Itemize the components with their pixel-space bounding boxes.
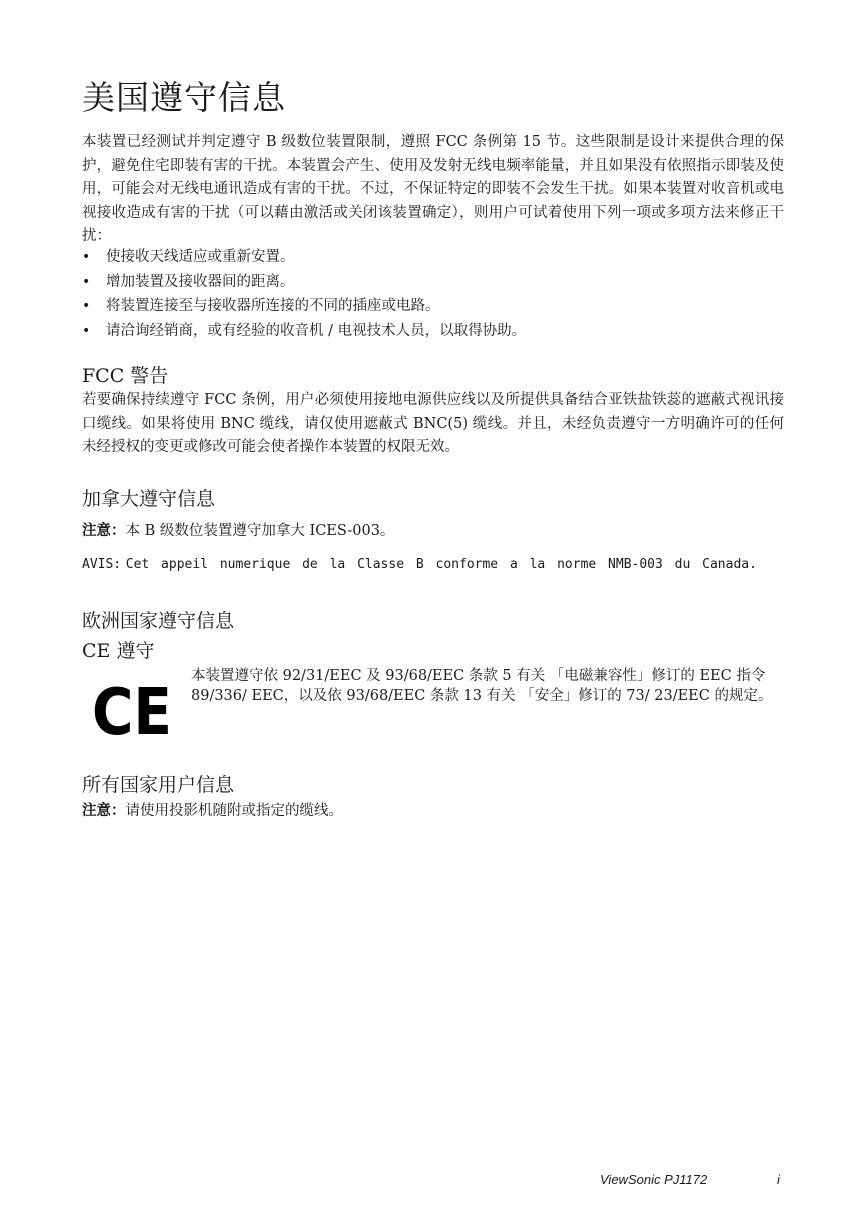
- us-remedy-list: [82, 245, 784, 343]
- canada-avis: [82, 553, 757, 576]
- footer-brand-model: ViewSonic PJ1172: [600, 1172, 708, 1187]
- ce-logo-text: CE: [92, 676, 172, 750]
- us-compliance-title: 美国遵守信息: [82, 78, 286, 117]
- note-text: 请使用投影机随附或指定的缆线。: [125, 803, 343, 819]
- note-label: 注意：: [82, 522, 126, 539]
- all-countries-title: 所有国家用户信息: [82, 774, 235, 796]
- ce-compliance-title: CE 遵守: [82, 640, 155, 662]
- canada-note: [82, 520, 394, 542]
- list-item: • 请洽询经销商，或有经验的收音机 / 电视技术人员，以取得协助。: [82, 319, 784, 344]
- all-countries-note: [82, 800, 343, 822]
- ce-compliance-text: 本装置遵守依 92/31/EEC 及 93/68/EEC 条款 5 有关 「电磁兼容性」修订的 EEC 指令 89/336/ EEC，以及依 93/68/EEC 条款 13 有关 「安全」修订的 73/ 23/EEC 的规定。: [191, 668, 773, 704]
- canada-compliance-title: 加拿大遵守信息: [82, 488, 216, 510]
- note-text: 本 B 级数位装置遵守加拿大 ICES-003。: [125, 523, 395, 539]
- list-item: • 增加装置及接收器间的距离。: [82, 270, 784, 295]
- list-item: • 使接收天线适应或重新安置。: [82, 245, 784, 270]
- list-item: • 将装置连接至与接收器所连接的不同的插座或电路。: [82, 294, 784, 319]
- fcc-warning-title: FCC 警告: [82, 365, 169, 387]
- europe-compliance-title: 欧洲国家遵守信息: [82, 610, 235, 632]
- avis-text: Cet appeil numerique de la Classe B conforme a la norme NMB-003 du Canada.: [125, 557, 757, 572]
- ce-mark-icon: [92, 676, 172, 750]
- us-compliance-paragraph: 本装置已经测试并判定遵守 B 级数位装置限制，遵照 FCC 条例第 15 节。这些限制是设计来提供合理的保护，避免住宅即装有害的干扰。本装置会产生、使用及发射无线电频率能量，并且如果没有依照指示即装及使用，可能会对无线电通讯造成有害的干扰。不过，不保证特定的即装不会发生干扰。如果本装置对收音机或电视接收造成有害的干扰（可以藉由激活或关闭该装置确定），则用户可试着使用下列一项或多项方法来修正干扰：: [82, 134, 784, 244]
- footer-page-number: i: [777, 1172, 780, 1187]
- fcc-warning-paragraph: 若要确保持续遵守 FCC 条例，用户必须使用接地电源供应线以及所提供具备结合亚铁盐铁蕊的遮蔽式视讯接口缆线。如果将使用 BNC 缆线，请仅使用遮蔽式 BNC(5) 缆线。并且，未经负责遵守一方明确许可的任何未经授权的变更或修改可能会使者操作本装置的权限无效。: [82, 392, 784, 455]
- note-label: 注意：: [82, 802, 126, 819]
- avis-label: AVIS:: [82, 557, 122, 572]
